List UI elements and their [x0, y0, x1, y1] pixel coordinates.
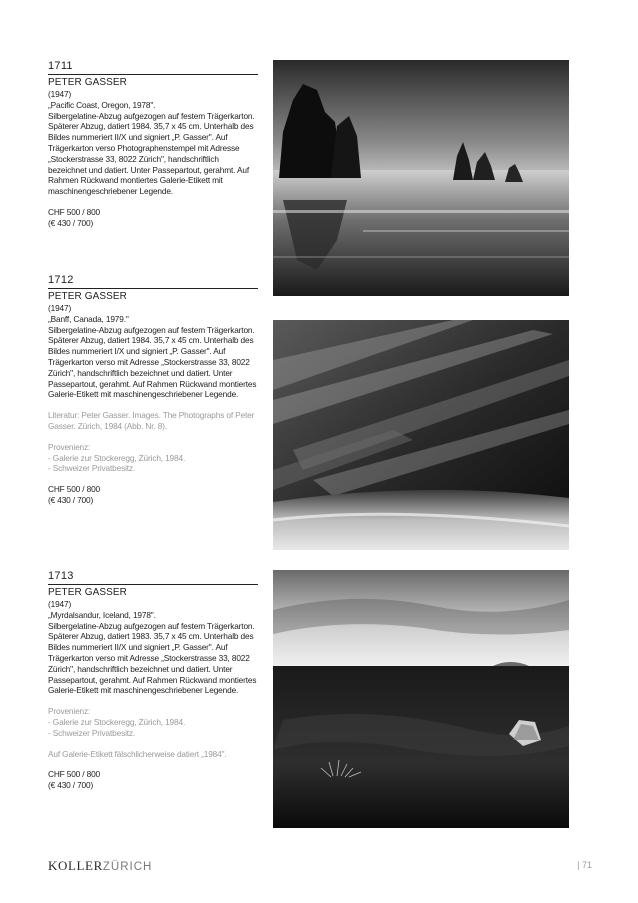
artist-name: PETER GASSER	[48, 77, 127, 88]
lot-number: 1712	[48, 274, 258, 289]
lot-note: Auf Galerie-Etikett fälschlicherweise datiert „1984".	[48, 748, 227, 759]
page-number: | 71	[577, 860, 592, 870]
provenance-heading: Provenienz:	[48, 706, 91, 717]
price-chf: CHF 500 / 800	[48, 484, 101, 495]
provenance-item: - Galerie zur Stockeregg, Zürich, 1984.	[48, 452, 186, 463]
lot-description: Silbergelatine-Abzug aufgezogen auf festem Trägerkarton. Späterer Abzug, datiert 1984. 35,7 x 45 cm. Unterhalb des Bildes nummeriert II/X und signiert „P. Gasser". Auf Trägerkarton verso Photographenstempel mit Adresse „Stockerstrasse 33, 8022 Zürich", handschriftlich bezeichnet und datiert. Unter Passepartout, gerahmt. Auf Rahmen Rückwand montiertes Galerie-Etikett mit maschinengeschriebener Legende.	[48, 110, 255, 197]
provenance-heading: Provenienz:	[48, 441, 91, 452]
price-eur: (€ 430 / 700)	[48, 494, 94, 505]
artist-name: PETER GASSER	[48, 291, 127, 302]
artist-year: (1947)	[48, 599, 72, 609]
photo-iceland	[273, 570, 569, 828]
lot-number: 1711	[48, 60, 258, 75]
price-eur: (€ 430 / 700)	[48, 217, 94, 228]
provenance-item: - Schweizer Privatbesitz.	[48, 463, 136, 474]
price-chf: CHF 500 / 800	[48, 769, 101, 780]
artist-name: PETER GASSER	[48, 587, 127, 598]
lot-1712	[48, 274, 258, 506]
logo-main: KOLLER	[48, 858, 103, 873]
literature: Literatur: Peter Gasser. Images. The Photographs of Peter Gasser. Zürich, 1984 (Abb. Nr. 8).	[48, 410, 255, 431]
lot-description: Silbergelatine-Abzug aufgezogen auf festem Trägerkarton. Späterer Abzug, datiert 1983. 35,7 x 45 cm. Unterhalb des Bildes nummeriert II/X und signiert „P. Gasser". Auf Trägerkarton verso mit Adresse „Stockerstrasse 33, 8022 Zürich", handschriftlich bezeichnet und datiert. Unter Passepartout, gerahmt. Auf Rahmen Rückwand montiertes Galerie-Etikett mit maschinengeschriebener Legende.	[48, 620, 257, 696]
lot-1713	[48, 570, 258, 791]
provenance-item: - Schweizer Privatbesitz.	[48, 727, 136, 738]
artwork-title: „Pacific Coast, Oregon, 1978".	[48, 99, 156, 110]
lot-1711	[48, 60, 258, 229]
photo-banff-rock	[273, 320, 569, 550]
lot-number: 1713	[48, 570, 258, 585]
provenance-item: - Galerie zur Stockeregg, Zürich, 1984.	[48, 716, 186, 727]
price-chf: CHF 500 / 800	[48, 206, 101, 217]
artwork-title: „Myrdalsandur, Iceland, 1978".	[48, 609, 156, 620]
koller-logo	[48, 858, 152, 874]
price-eur: (€ 430 / 700)	[48, 780, 94, 791]
artist-year: (1947)	[48, 89, 72, 99]
artwork-title: „Banff, Canada, 1979."	[48, 313, 129, 324]
lot-description: Silbergelatine-Abzug aufgezogen auf festem Trägerkarton. Späterer Abzug, datiert 1984. 35,7 x 45 cm. Unterhalb des Bildes nummeriert I/X und signiert „P. Gasser". Auf Trägerkarton verso mit Adresse „Stockerstrasse 33, 8022 Zürich", handschriftlich bezeichnet und datiert. Unter Passepartout, gerahmt. Auf Rahmen Rückwand montiertes Galerie-Etikett mit maschinengeschriebener Legende.	[48, 324, 257, 400]
logo-sub: ZÜRICH	[102, 861, 153, 873]
photo-pacific-coast	[273, 60, 569, 296]
artist-year: (1947)	[48, 303, 72, 313]
